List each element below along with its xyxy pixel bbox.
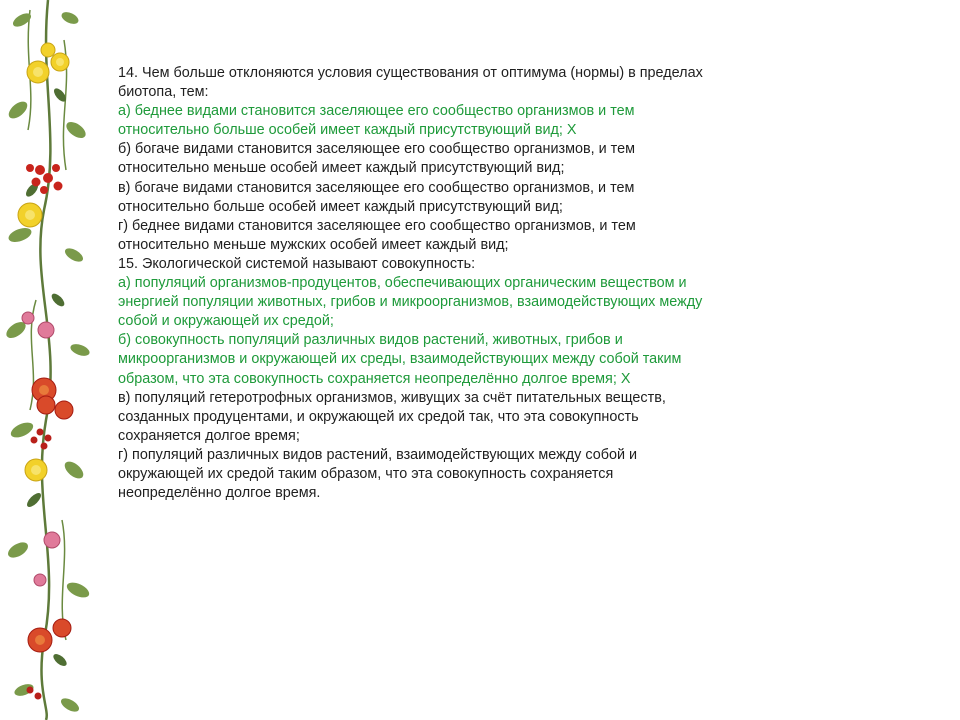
quiz-text (118, 64, 708, 503)
option-14-b: б) богаче видами становится заселяющее его сообщество организмов, и тем относительно меньше особей имеет каждый присутствующий вид; (118, 141, 636, 177)
floral-border-icon (0, 0, 96, 720)
option-14-a: а) беднее видами становится заселяющее его сообщество организмов и тем относительно больше особей имеет каждый присутствующий вид; Х (118, 103, 635, 139)
option-15-d: г) популяций различных видов растений, взаимодействующих между собой и окружающей их средой таким образом, что эта совокупность сохраняется неопределённо долгое время. (118, 446, 638, 502)
question-15: 15. Экологической системой называют совокупность: (118, 255, 476, 272)
option-15-a: а) популяций организмов-продуцентов, обеспечивающих органическим веществом и энергией популяции животных, грибов и микроорганизмов, взаимодействующих между собой и окружающей их средой; (118, 275, 703, 330)
question-14: 14. Чем больше отклоняются условия существования от оптимума (нормы) в пределах биотопа, тем: (118, 65, 703, 101)
option-15-b: б) совокупность популяций различных видов растений, животных, грибов и микроорганизмов и окружающей их среды, взаимодействующих между собой таким образом, что эта совокупность сохраняется неопределённо долгое время; Х (118, 332, 682, 387)
option-14-d: г) беднее видами становится заселяющее его сообщество организмов, и тем относительно меньше мужских особей имеет каждый вид; (118, 217, 636, 253)
option-14-c: в) богаче видами становится заселяющее его сообщество организмов, и тем относительно больше особей имеет каждый присутствующий вид; (118, 179, 635, 215)
option-15-c: в) популяций гетеротрофных организмов, живущих за счёт питательных веществ, созданных продуцентами, и окружающей их средой так, что эта совокупность сохраняется долгое время; (118, 389, 666, 444)
